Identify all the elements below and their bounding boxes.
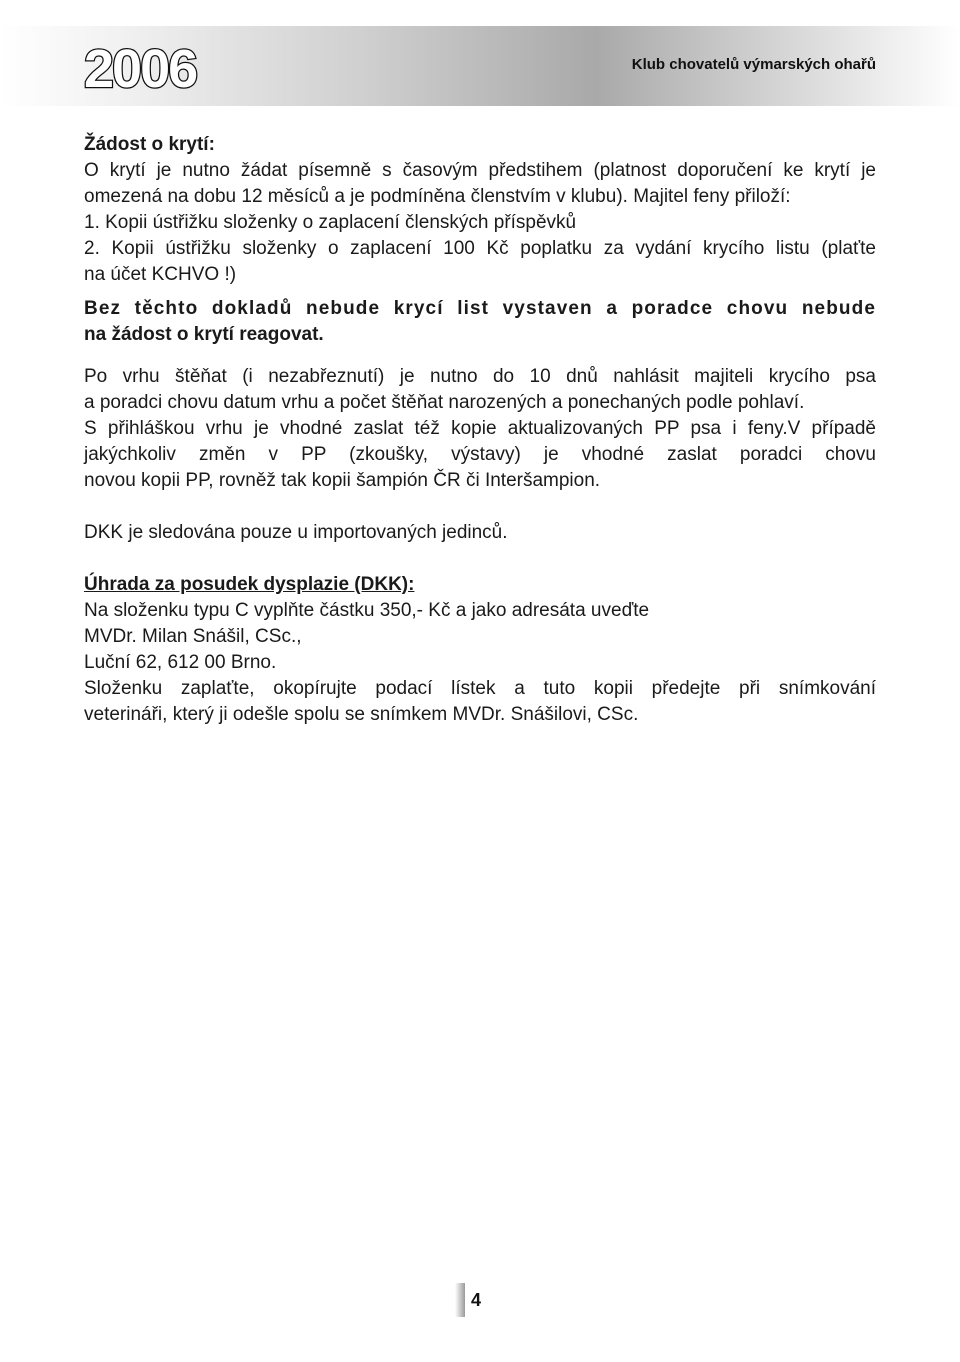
page-number-bar bbox=[455, 1283, 465, 1317]
dkk-note: DKK je sledována pouze u importovaných jedinců. bbox=[84, 522, 508, 543]
year-title: 2006 bbox=[84, 39, 197, 99]
warning-line-1: Bez těchto dokladů nebude krycí list vystaven a poradce chovu nebude bbox=[84, 298, 876, 319]
litter-line-2: a poradci chovu datum vrhu a počet štěňat narozených a ponechaných podle pohlaví. bbox=[84, 392, 805, 413]
payment-line-2: MVDr. Milan Snášil, CSc., bbox=[84, 626, 302, 647]
payment-line-5: veterináři, který ji odešle spolu se snímkem MVDr. Snášilovi, CSc. bbox=[84, 704, 639, 725]
litter-line-4: jakýchkoliv změn v PP (zkoušky, výstavy) je vhodné zaslat poradci chovu bbox=[84, 444, 876, 465]
litter-line-3: S přihláškou vrhu je vhodné zaslat též kopie aktualizovaných PP psa i feny.V případě bbox=[84, 418, 876, 439]
request-heading: Žádost o krytí: bbox=[84, 134, 215, 155]
payment-line-3: Luční 62, 612 00 Brno. bbox=[84, 652, 277, 673]
payment-line-1: Na složenku typu C vyplňte částku 350,- Kč a jako adresáta uveďte bbox=[84, 600, 650, 621]
page-number: 4 bbox=[471, 1289, 482, 1310]
request-item-1: 1. Kopii ústřižku složenky o zaplacení členských příspěvků bbox=[84, 212, 577, 233]
request-intro-line-1: O krytí je nutno žádat písemně s časovým předstihem (platnost doporučení ke krytí je bbox=[84, 160, 876, 181]
page-header bbox=[0, 26, 960, 106]
litter-line-1: Po vrhu štěňat (i nezabřeznutí) je nutno do 10 dnů nahlásit majiteli krycího psa bbox=[84, 366, 876, 387]
payment-heading: Úhrada za posudek dysplazie (DKK): bbox=[84, 574, 415, 595]
payment-line-4: Složenku zaplaťte, okopírujte podací lístek a tuto kopii předejte při snímkování bbox=[84, 678, 876, 699]
litter-line-5: novou kopii PP, rovněž tak kopii šampión ČR či Interšampion. bbox=[84, 470, 601, 491]
warning-line-2: na žádost o krytí reagovat. bbox=[84, 324, 324, 345]
request-item-2-line-1: 2. Kopii ústřižku složenky o zaplacení 100 Kč poplatku za vydání krycího listu (plaťte bbox=[84, 238, 876, 259]
request-intro-line-2: omezená na dobu 12 měsíců a je podmíněna členstvím v klubu). Majitel feny přiloží: bbox=[84, 186, 791, 207]
request-item-2-line-2: na účet KCHVO !) bbox=[84, 264, 237, 285]
document-body bbox=[84, 132, 876, 728]
page-footer bbox=[455, 1283, 481, 1317]
club-name: Klub chovatelů výmarských ohařů bbox=[631, 56, 876, 73]
